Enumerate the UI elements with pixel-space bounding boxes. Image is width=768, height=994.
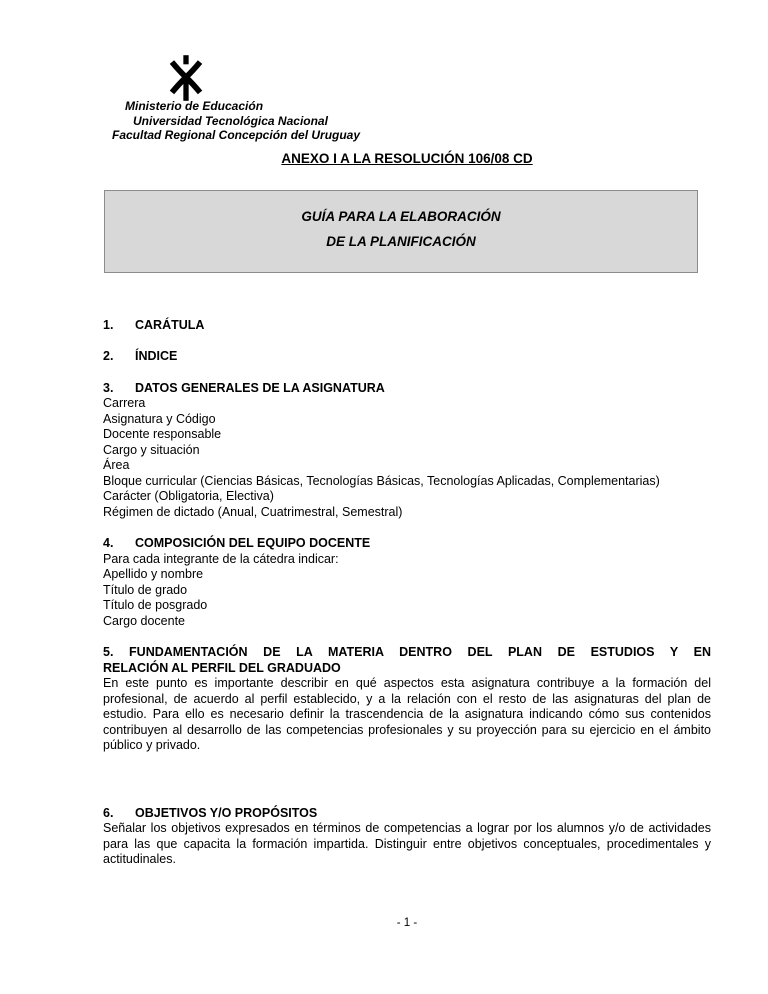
list-item: Título de posgrado bbox=[103, 598, 208, 612]
section-6-title: OBJETIVOS Y/O PROPÓSITOS bbox=[135, 805, 318, 820]
section-1-title: CARÁTULA bbox=[135, 318, 205, 332]
section-6-body: Señalar los objetivos expresados en términos de competencias a lograr por los alumnos y/o de actividades para las que capacita la formación impartida. Distinguir entre objetivos conceptuales, procedimentales y actitudinales. bbox=[103, 821, 711, 866]
section-5-heading-line2: RELACIÓN AL PERFIL DEL GRADUADO bbox=[103, 660, 341, 675]
annex-resolution-title bbox=[103, 151, 711, 166]
list-item: Carácter (Obligatoria, Electiva) bbox=[103, 489, 274, 503]
section-2-title: ÍNDICE bbox=[135, 349, 178, 363]
section-6-heading bbox=[103, 806, 711, 822]
list-item: Para cada integrante de la cátedra indicar: bbox=[103, 551, 339, 566]
page-number: - 1 - bbox=[396, 917, 418, 929]
section-3-list bbox=[103, 396, 711, 520]
list-item: Carrera bbox=[103, 396, 146, 410]
section-5-body: En este punto es importante describir en qué aspectos esta asignatura contribuye a la formación del profesional, de acuerdo al perfil establecido, y a la relación con el resto de las asignaturas del plan de estudio. Para ello es necesario definir la trascendencia de la asignatura indicando cómo sus contenidos contribuyen al desarrollo de las competencias profesionales y su proyección para su ejercicio en el ámbito público y privado. bbox=[103, 676, 711, 752]
guide-title-line2: DE LA PLANIFICACIÓN bbox=[326, 234, 476, 249]
list-item: Asignatura y Código bbox=[103, 411, 216, 426]
guide-title-box bbox=[104, 190, 698, 273]
org-faculty-line: Facultad Regional Concepción del Uruguay bbox=[112, 128, 361, 142]
section-4-heading bbox=[103, 536, 711, 552]
utn-logo-icon bbox=[167, 54, 205, 102]
annex-resolution-title-text: ANEXO I A LA RESOLUCIÓN 106/08 CD bbox=[281, 151, 533, 166]
list-item: Apellido y nombre bbox=[103, 567, 204, 581]
section-4-title: COMPOSICIÓN DEL EQUIPO DOCENTE bbox=[135, 536, 371, 550]
org-header bbox=[0, 99, 360, 143]
document-body bbox=[103, 318, 711, 868]
guide-title-line1: GUÍA PARA LA ELABORACIÓN bbox=[301, 209, 501, 224]
list-item: Docente responsable bbox=[103, 427, 222, 441]
section-4-number: 4. bbox=[103, 536, 114, 550]
list-item: Cargo y situación bbox=[103, 442, 200, 457]
section-3-title: DATOS GENERALES DE LA ASIGNATURA bbox=[135, 380, 385, 395]
section-6-number: 6. bbox=[103, 805, 114, 820]
section-3-heading bbox=[103, 381, 711, 397]
section-2-number: 2. bbox=[103, 349, 114, 363]
list-item: Área bbox=[103, 458, 130, 472]
org-ministry-line: Ministerio de Educación bbox=[125, 99, 264, 113]
list-item: Régimen de dictado (Anual, Cuatrimestral, Semestral) bbox=[103, 504, 403, 519]
section-3-number: 3. bbox=[103, 380, 114, 395]
section-5-heading-line1: 5. FUNDAMENTACIÓN DE LA MATERIA DENTRO DEL PLAN DE ESTUDIOS Y EN bbox=[103, 645, 711, 659]
org-university-line: Universidad Tecnológica Nacional bbox=[133, 113, 328, 128]
list-item: Título de grado bbox=[103, 582, 188, 597]
list-item: Cargo docente bbox=[103, 613, 186, 628]
section-4-list bbox=[103, 552, 711, 630]
section-1-heading bbox=[103, 318, 711, 334]
section-2-heading bbox=[103, 349, 711, 365]
section-1-number: 1. bbox=[103, 318, 114, 332]
list-item: Bloque curricular (Ciencias Básicas, Tecnologías Básicas, Tecnologías Aplicadas, Complementarias) bbox=[103, 473, 660, 488]
